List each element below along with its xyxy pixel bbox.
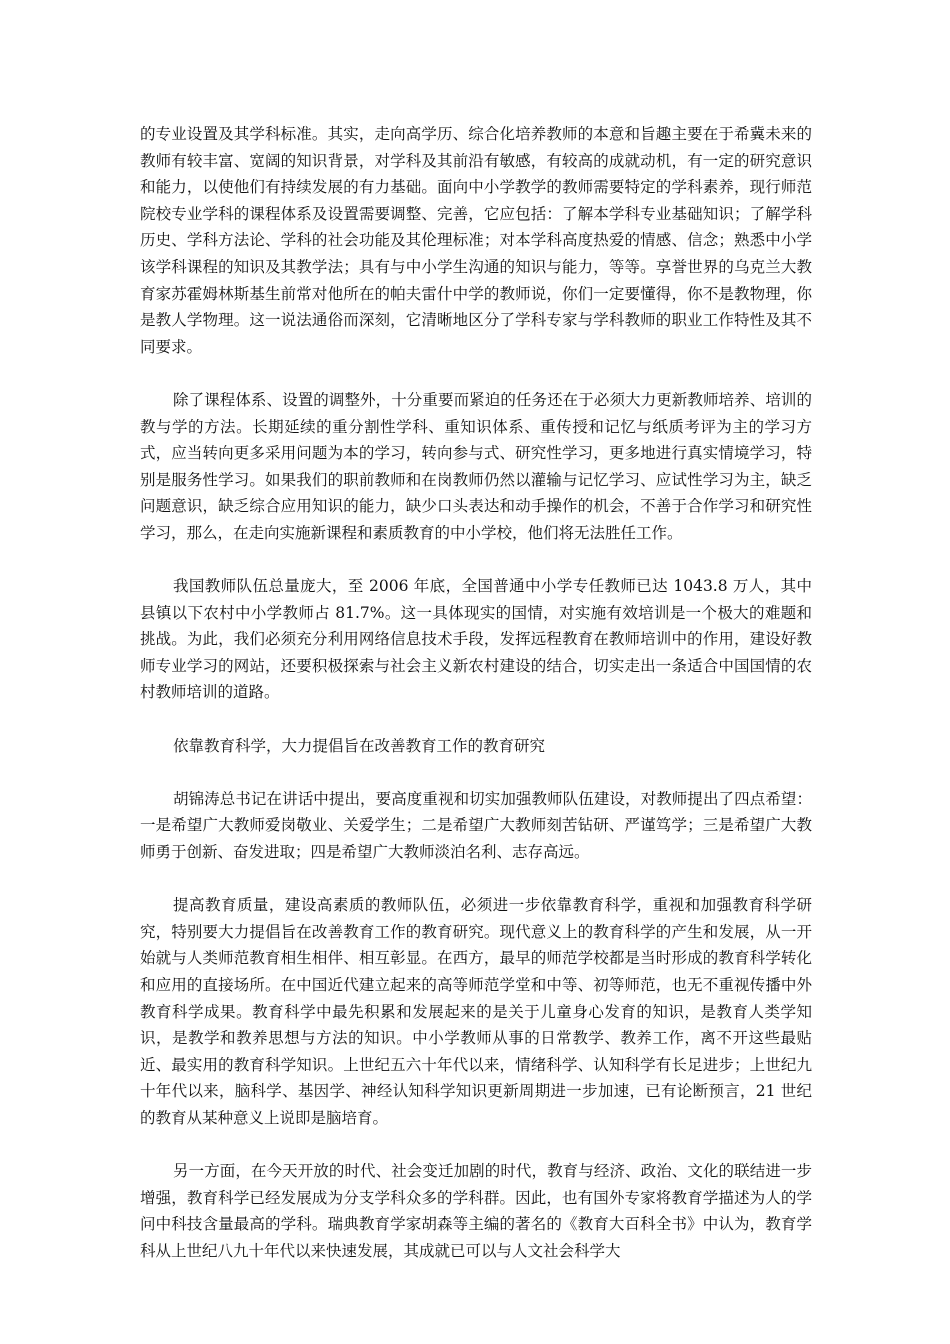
paragraph-education-science: 提高教育质量，建设高素质的教师队伍，必须进一步依靠教育科学，重视和加强教育科学研究，特别要大力提倡旨在改善教育工作的教育研究。现代意义上的教育科学的产生和发展，从一开始就与人类师范教育相生相伴、相互彰显。在西方，最早的师范学校都是当时形成的教育科学转化和应用的直接场所。在中国近代建立起来的高等师范学堂和中等、初等师范，也无不重视传播中外教育科学成果。教育科学中最先积累和发展起来的是关于儿童身心发育的知识，是教育人类学知识，是教学和教养思想与方法的知识。中小学教师从事的日常教学、教养工作，离不开这些最贴近、最实用的教育科学知识。上世纪五六十年代以来，情绪科学、认知科学有长足进步；上世纪九十年代以来，脑科学、基因学、神经认知科学知识更新周期进一步加速，已有论断预言，21 世纪的教育从某种意义上说即是脑培育。 <box>140 896 812 1127</box>
paragraph-four-hopes: 胡锦涛总书记在讲话中提出，要高度重视和切实加强教师队伍建设，对教师提出了四点希望：一是希望广大教师爱岗敬业、关爱学生；二是希望广大教师刻苦钻研、严谨笃学；三是希望广大教师勇于创新、奋发进取；四是希望广大教师淡泊名利、志存高远。 <box>140 789 812 862</box>
paragraph-discipline-group: 另一方面，在今天开放的时代、社会变迁加剧的时代，教育与经济、政治、文化的联结进一步增强，教育科学已经发展成为分支学科众多的学科群。因此，也有国外专家将教育学描述为人的学问中科技含量最高的学科。瑞典教育学家胡森等主编的著名的《教育大百科全书》中认为，教育学科从上世纪八九十年代以来快速发展，其成就已可以与人文社会科学大 <box>140 1162 812 1260</box>
paragraph-teaching-methods: 除了课程体系、设置的调整外，十分重要而紧迫的任务还在于必须大力更新教师培养、培训的教与学的方法。长期延续的重分割性学科、重知识体系、重传授和记忆与纸质考评为主的学习方式，应当转向更多采用问题为本的学习，转向参与式、研究性学习，更多地进行真实情境学习，特别是服务性学习。如果我们的职前教师和在岗教师仍然以灌输与记忆学习、应试性学习为主，缺乏问题意识，缺乏综合应用知识的能力，缺少口头表达和动手操作的机会，不善于合作学习和研究性学习，那么，在走向实施新课程和素质教育的中小学校，他们将无法胜任工作。 <box>140 390 812 542</box>
paragraph-continued: 的专业设置及其学科标准。其实，走向高学历、综合化培养教师的本意和旨趣主要在于希冀未来的教师有较丰富、宽阔的知识背景，对学科及其前沿有敏感，有较高的成就动机，有一定的研究意识和能力，以使他们有持续发展的有力基础。面向中小学教学的教师需要特定的学科素养，现行师范院校专业学科的课程体系及设置需要调整、完善，它应包括：了解本学科专业基础知识；了解学科历史、学科方法论、学科的社会功能及其伦理标准；对本学科高度热爱的情感、信念；熟悉中小学该学科课程的知识及其教学法；具有与中小学生沟通的知识与能力，等等。享誉世界的乌克兰大教育家苏霍姆林斯基生前常对他所在的帕夫雷什中学的教师说，你们一定要懂得，你不是教物理，你是教人学物理。这一说法通俗而深刻，它清晰地区分了学科专家与学科教师的职业工作特性及其不同要求。 <box>140 125 812 356</box>
paragraph-rural-teachers: 我国教师队伍总量庞大，至 2006 年底，全国普通中小学专任教师已达 1043.8 万人，其中县镇以下农村中小学教师占 81.7%。这一具体现实的国情，对实施有效培训是一个极大的难题和挑战。为此，我们必须充分利用网络信息技术手段，发挥远程教育在教师培训中的作用，建设好教师专业学习的网站，还要积极探索与社会主义新农村建设的结合，切实走出一条适合中国国情的农村教师培训的道路。 <box>140 577 812 702</box>
document-body <box>140 121 812 1265</box>
section-heading: 依靠教育科学，大力提倡旨在改善教育工作的教育研究 <box>173 736 546 755</box>
